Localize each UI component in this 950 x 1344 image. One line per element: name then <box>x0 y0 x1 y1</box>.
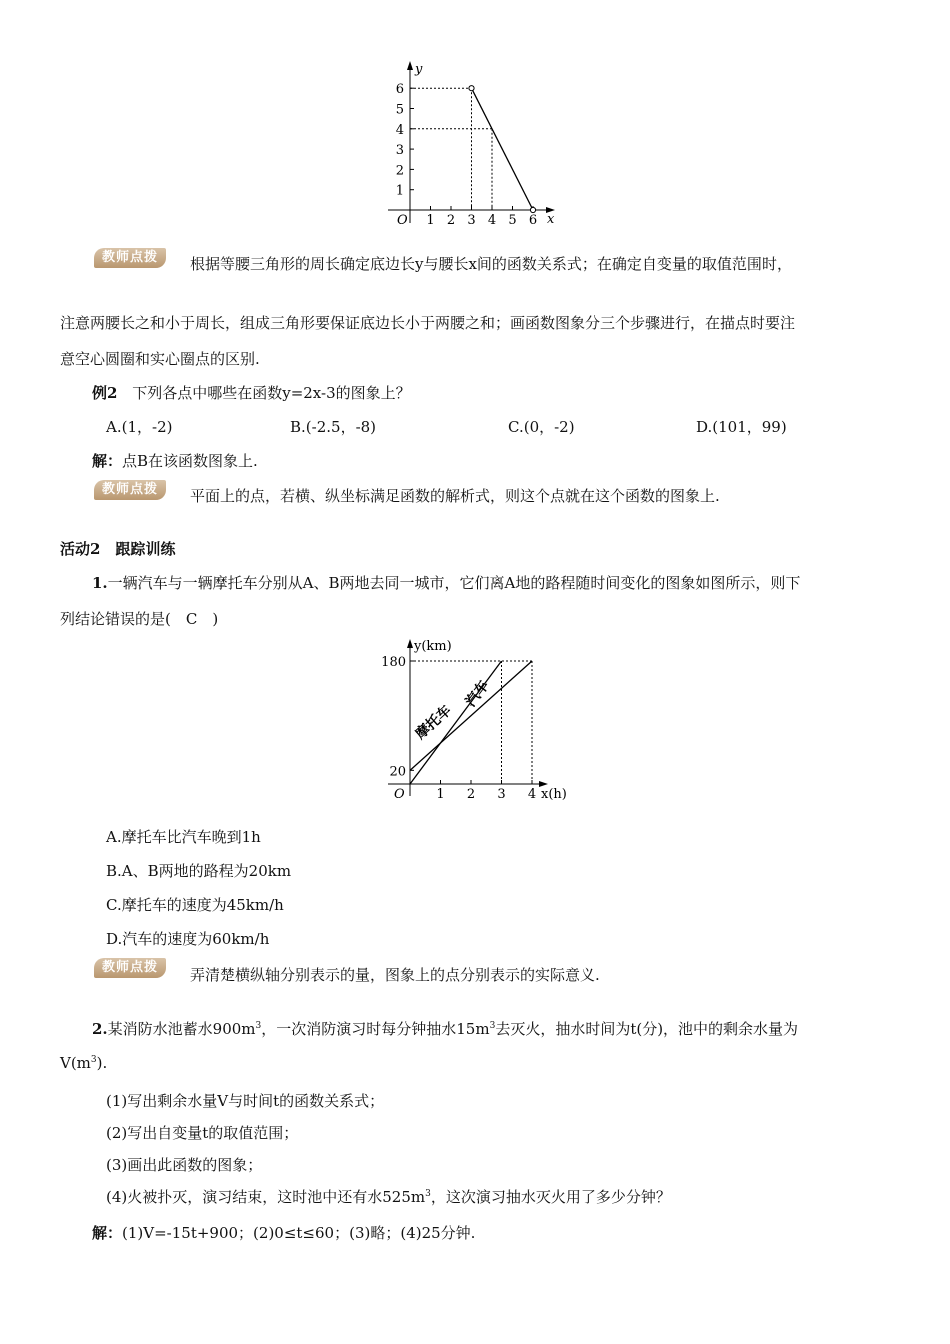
solution-text: 点B在该函数图象上. <box>122 452 258 470</box>
q2-text-b: ，一次消防演习时每分钟抽水15m <box>261 1020 490 1038</box>
q1-option-d: D.汽车的速度为60km/h <box>106 930 270 948</box>
solution-label: 解： <box>92 452 123 470</box>
tip2-text: 平面上的点，若横、纵坐标满足函数的解析式，则这个点就在这个函数的图象上. <box>190 487 720 505</box>
series-label-motorcycle: 摩托车 <box>412 702 455 743</box>
example2-option-b: B.(-2.5，-8) <box>290 418 377 436</box>
tip3-text: 弄清楚横纵轴分别表示的量，图象上的点分别表示的实际意义. <box>190 966 600 984</box>
x-tick-label: 6 <box>528 213 538 228</box>
x-tick-label: 4 <box>487 213 497 228</box>
y-tick-label: 4 <box>395 122 404 138</box>
q2-item-3: (3)画出此函数的图象； <box>106 1156 263 1174</box>
x-axis-label: x <box>547 212 555 227</box>
q2-item-4-text-a: (4)火被扑灭，演习结束，这时池中还有水525m <box>106 1188 426 1206</box>
figure-1-graph <box>380 58 560 228</box>
q1-number: 1. <box>92 574 108 592</box>
q2-sup: 3 <box>489 1021 496 1031</box>
example2-label: 例2 <box>92 384 118 402</box>
q2-item-1: (1)写出剩余水量V与时间t的函数关系式； <box>106 1092 385 1110</box>
x-tick-label: 2 <box>466 787 476 802</box>
origin-label: O <box>394 787 405 802</box>
y-axis-arrow <box>407 61 413 70</box>
q1-option-b: B.A、B两地的路程为20km <box>106 862 292 880</box>
q2-line2 <box>60 1054 107 1072</box>
function-segment <box>472 88 534 210</box>
solution-text: (1)V=-15t+900；(2)0≤t≤60；(3)略；(4)25分钟. <box>122 1224 476 1242</box>
solution-label: 解： <box>92 1224 123 1242</box>
example2-question-text: 下列各点中哪些在函数y=2x-3的图象上？ <box>132 384 411 402</box>
q2-text-c: 去灭火，抽水时间为t(分)，池中的剩余水量为 <box>495 1020 799 1038</box>
y-tick-label: 1 <box>395 183 404 199</box>
x-tick-label: 2 <box>446 213 456 228</box>
example2-option-c: C.(0，-2) <box>508 418 575 436</box>
x-tick-label: 1 <box>436 787 445 802</box>
y-tick-label: 180 <box>381 655 406 670</box>
origin-label: O <box>397 213 408 228</box>
q1-text-line2: 列结论错误的是( C ) <box>60 610 219 628</box>
example2-option-a: A.(1，-2) <box>106 418 173 436</box>
x-axis-label: x(h) <box>541 787 567 802</box>
q2-item-4 <box>106 1186 671 1207</box>
q2-text-a: 某消防水池蓄水900m <box>107 1020 256 1038</box>
example2-solution <box>92 450 258 471</box>
q2-line1 <box>92 1018 798 1039</box>
x-tick-label: 3 <box>497 787 506 802</box>
activity-title: 活动2 跟踪训练 <box>60 540 176 558</box>
teacher-tip-badge: 教师点拨 <box>94 248 166 268</box>
y-axis-label: y(km) <box>414 639 452 654</box>
y-axis-label: y <box>415 62 423 77</box>
teacher-tip-badge: 教师点拨 <box>94 958 166 978</box>
teacher-tip-badge: 教师点拨 <box>94 480 166 500</box>
q2-sup: 3 <box>425 1189 431 1199</box>
y-axis-arrow <box>407 639 413 648</box>
tip1-text-line2: 注意两腰长之和小于周长，组成三角形要保证底边长小于两腰之和；画函数图象分三个步骤进行，在描点时要注 <box>60 314 796 332</box>
q2-solution <box>92 1222 475 1243</box>
y-tick-label: 5 <box>395 102 404 118</box>
open-endpoint <box>530 207 535 212</box>
series-label-car: 汽车 <box>462 677 493 710</box>
q2-item-4-text-b: ，这次演习抽水灭火用了多少分钟？ <box>430 1188 671 1206</box>
q2-item-2: (2)写出自变量t的取值范围； <box>106 1124 299 1142</box>
x-tick-label: 4 <box>527 787 537 802</box>
q1-option-c: C.摩托车的速度为45km/h <box>106 896 284 914</box>
x-tick-label: 5 <box>508 213 517 228</box>
q2-text-line2a: V(m <box>60 1054 91 1072</box>
tip1-text-line1: 根据等腰三角形的周长确定底边长y与腰长x间的函数关系式；在确定自变量的取值范围时， <box>190 255 792 273</box>
x-tick-label: 1 <box>426 213 435 228</box>
x-tick-label: 3 <box>467 213 476 228</box>
open-endpoint <box>469 86 474 91</box>
example2-question <box>92 382 411 403</box>
q1-text-line1: 一辆汽车与一辆摩托车分别从A、B两地去同一城市，它们离A地的路程随时间变化的图象如图所示，则下 <box>107 574 801 592</box>
q2-sup: 3 <box>90 1055 97 1065</box>
figure-2-graph <box>380 636 580 808</box>
y-tick-label: 2 <box>395 163 404 179</box>
tip1-text-line3: 意空心圆圈和实心圈点的区别. <box>60 350 260 368</box>
q2-sup: 3 <box>255 1021 262 1031</box>
q2-text-line2b: ). <box>96 1054 108 1072</box>
q1-line1 <box>92 572 800 593</box>
q2-number: 2. <box>92 1020 108 1038</box>
q1-option-a: A.摩托车比汽车晚到1h <box>106 828 261 846</box>
y-tick-label: 6 <box>395 82 404 98</box>
y-tick-label: 20 <box>389 764 406 780</box>
example2-option-d: D.(101，99) <box>696 418 787 436</box>
y-tick-label: 3 <box>395 143 404 159</box>
